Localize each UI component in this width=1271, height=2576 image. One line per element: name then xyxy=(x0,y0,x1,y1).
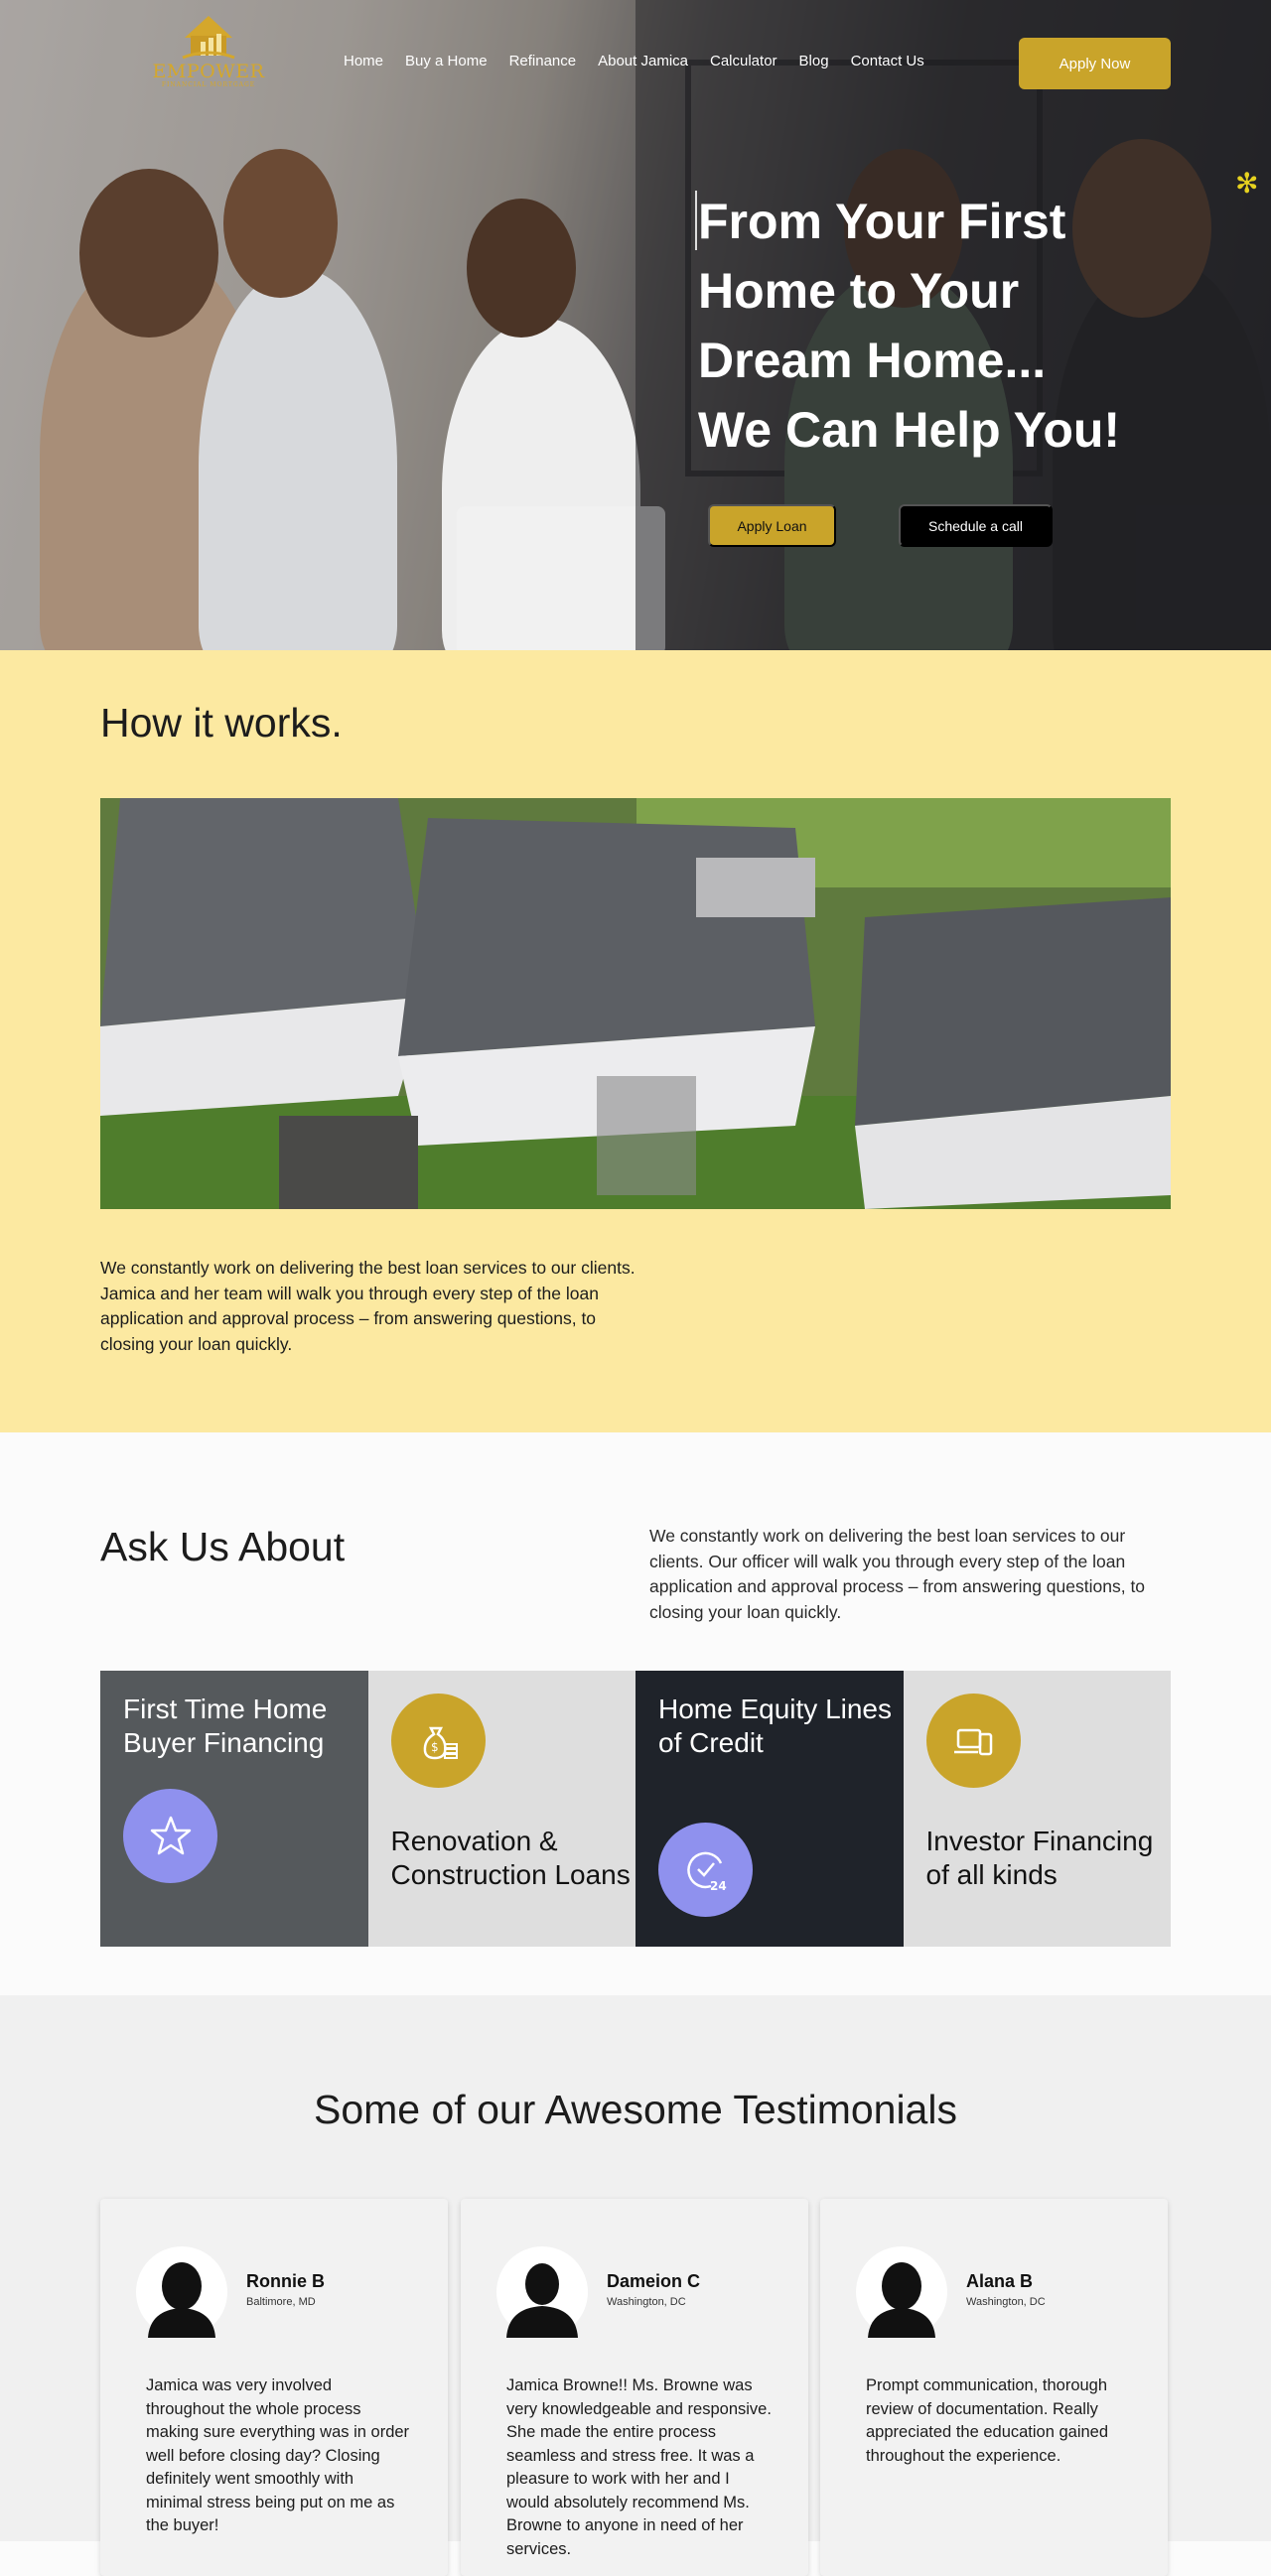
hero-section xyxy=(0,0,1271,650)
clock-24-icon xyxy=(658,1823,753,1917)
nav-buy-a-home[interactable]: Buy a Home xyxy=(405,53,488,69)
avatar xyxy=(136,2246,227,2338)
nav-calculator[interactable]: Calculator xyxy=(710,53,777,69)
testimonial-card xyxy=(100,2199,448,2576)
testimonial-quote: Jamica Browne!! Ms. Browne was very knowledgeable and responsive. She made the entire process seamless and stress free. It was a pleasure to work with her and I would absolutely recommend Ms. Browne to anyone in need of her services. xyxy=(506,2376,772,2558)
nav-blog[interactable]: Blog xyxy=(798,53,829,69)
testimonial-card xyxy=(820,2199,1168,2576)
apply-loan-button[interactable]: Apply Loan xyxy=(708,504,836,547)
nav-contact[interactable]: Contact Us xyxy=(850,53,924,69)
testimonial-name: Dameion C xyxy=(607,2271,701,2291)
ask-heading: Ask Us About xyxy=(100,1524,346,1569)
nav-refinance[interactable]: Refinance xyxy=(508,53,577,69)
person-head xyxy=(79,169,218,338)
avatar xyxy=(856,2246,947,2338)
testimonial-location: Washington, DC xyxy=(607,2296,686,2308)
person-head xyxy=(467,199,576,338)
nav-about[interactable]: About Jamica xyxy=(598,53,688,69)
text-cursor xyxy=(695,191,697,250)
testimonial-name: Alana B xyxy=(966,2271,1034,2291)
hero-title-line: Dream Home... xyxy=(698,333,1047,388)
service-card-renovation[interactable] xyxy=(368,1671,636,1947)
nav-home[interactable]: Home xyxy=(344,53,384,69)
how-heading: How it works. xyxy=(100,700,343,746)
testimonial-location: Washington, DC xyxy=(966,2296,1046,2308)
hero-title-line: Home to Your xyxy=(698,263,1020,319)
svg-text:$: $ xyxy=(431,1739,439,1754)
service-card-title: Renovation & Construction Loans xyxy=(390,1826,631,1890)
devices-icon xyxy=(926,1694,1021,1788)
schedule-call-button[interactable]: Schedule a call xyxy=(899,504,1053,547)
hero-title xyxy=(698,187,1214,465)
testimonials-heading: Some of our Awesome Testimonials xyxy=(314,2087,957,2132)
settings-gear-icon[interactable]: ✻ xyxy=(1235,167,1259,200)
house-logo-icon xyxy=(179,14,238,62)
how-description: We constantly work on delivering the best loan services to our clients. Jamica and her team will walk you through every step of the loan application and approval process – from answering questions, to closing your loan quickly. xyxy=(100,1258,636,1354)
testimonials-section xyxy=(0,1995,1271,2558)
person-head xyxy=(223,149,338,298)
testimonial-quote: Jamica was very involved throughout the whole process making sure everything was in order well before closing day? Closing definitely went smoothly with minimal stress being put on me as the buyer! xyxy=(146,2376,410,2534)
testimonial-quote: Prompt communication, thorough review of documentation. Really appreciated the education gained throughout the experience. xyxy=(866,2376,1109,2465)
apply-now-button[interactable]: Apply Now xyxy=(1019,38,1171,89)
person-man-left xyxy=(199,268,397,665)
service-card-investor[interactable] xyxy=(904,1671,1172,1947)
ask-us-about-section xyxy=(0,1432,1271,1995)
svg-text:24: 24 xyxy=(709,1878,727,1893)
testimonial-location: Baltimore, MD xyxy=(246,2296,316,2308)
hero-title-line: From Your First xyxy=(698,194,1066,249)
testimonial-name: Ronnie B xyxy=(246,2271,325,2291)
testimonial-card xyxy=(461,2199,808,2576)
service-card-home-equity[interactable] xyxy=(636,1671,904,1947)
star-icon xyxy=(123,1789,217,1883)
hero-title-line: We Can Help You! xyxy=(698,402,1121,458)
aerial-houses-photo xyxy=(100,798,1171,1209)
main-menu xyxy=(344,53,946,69)
logo-tagline: FINANCIAL MORTGAGE xyxy=(161,81,256,88)
avatar xyxy=(496,2246,588,2338)
money-bag-icon xyxy=(391,1694,486,1788)
logo-wordmark: EMPOWER xyxy=(152,61,265,82)
service-card-title: First Time Home Buyer Financing xyxy=(123,1694,328,1758)
services-cards xyxy=(100,1671,1171,1947)
service-card-title: Investor Financing of all kinds xyxy=(925,1826,1154,1890)
brand-logo[interactable] xyxy=(149,14,268,108)
service-card-first-time-buyer[interactable] xyxy=(100,1671,368,1947)
house-model-shape xyxy=(457,506,665,655)
service-card-title: Home Equity Lines of Credit xyxy=(658,1694,893,1758)
ask-description: We constantly work on delivering the best loan services to our clients. Our officer will walk you through every step of the loan application and approval process – from answering questions, to closing your loan quickly. xyxy=(649,1526,1146,1622)
top-nav xyxy=(0,0,1271,127)
how-it-works-section xyxy=(0,650,1271,1432)
